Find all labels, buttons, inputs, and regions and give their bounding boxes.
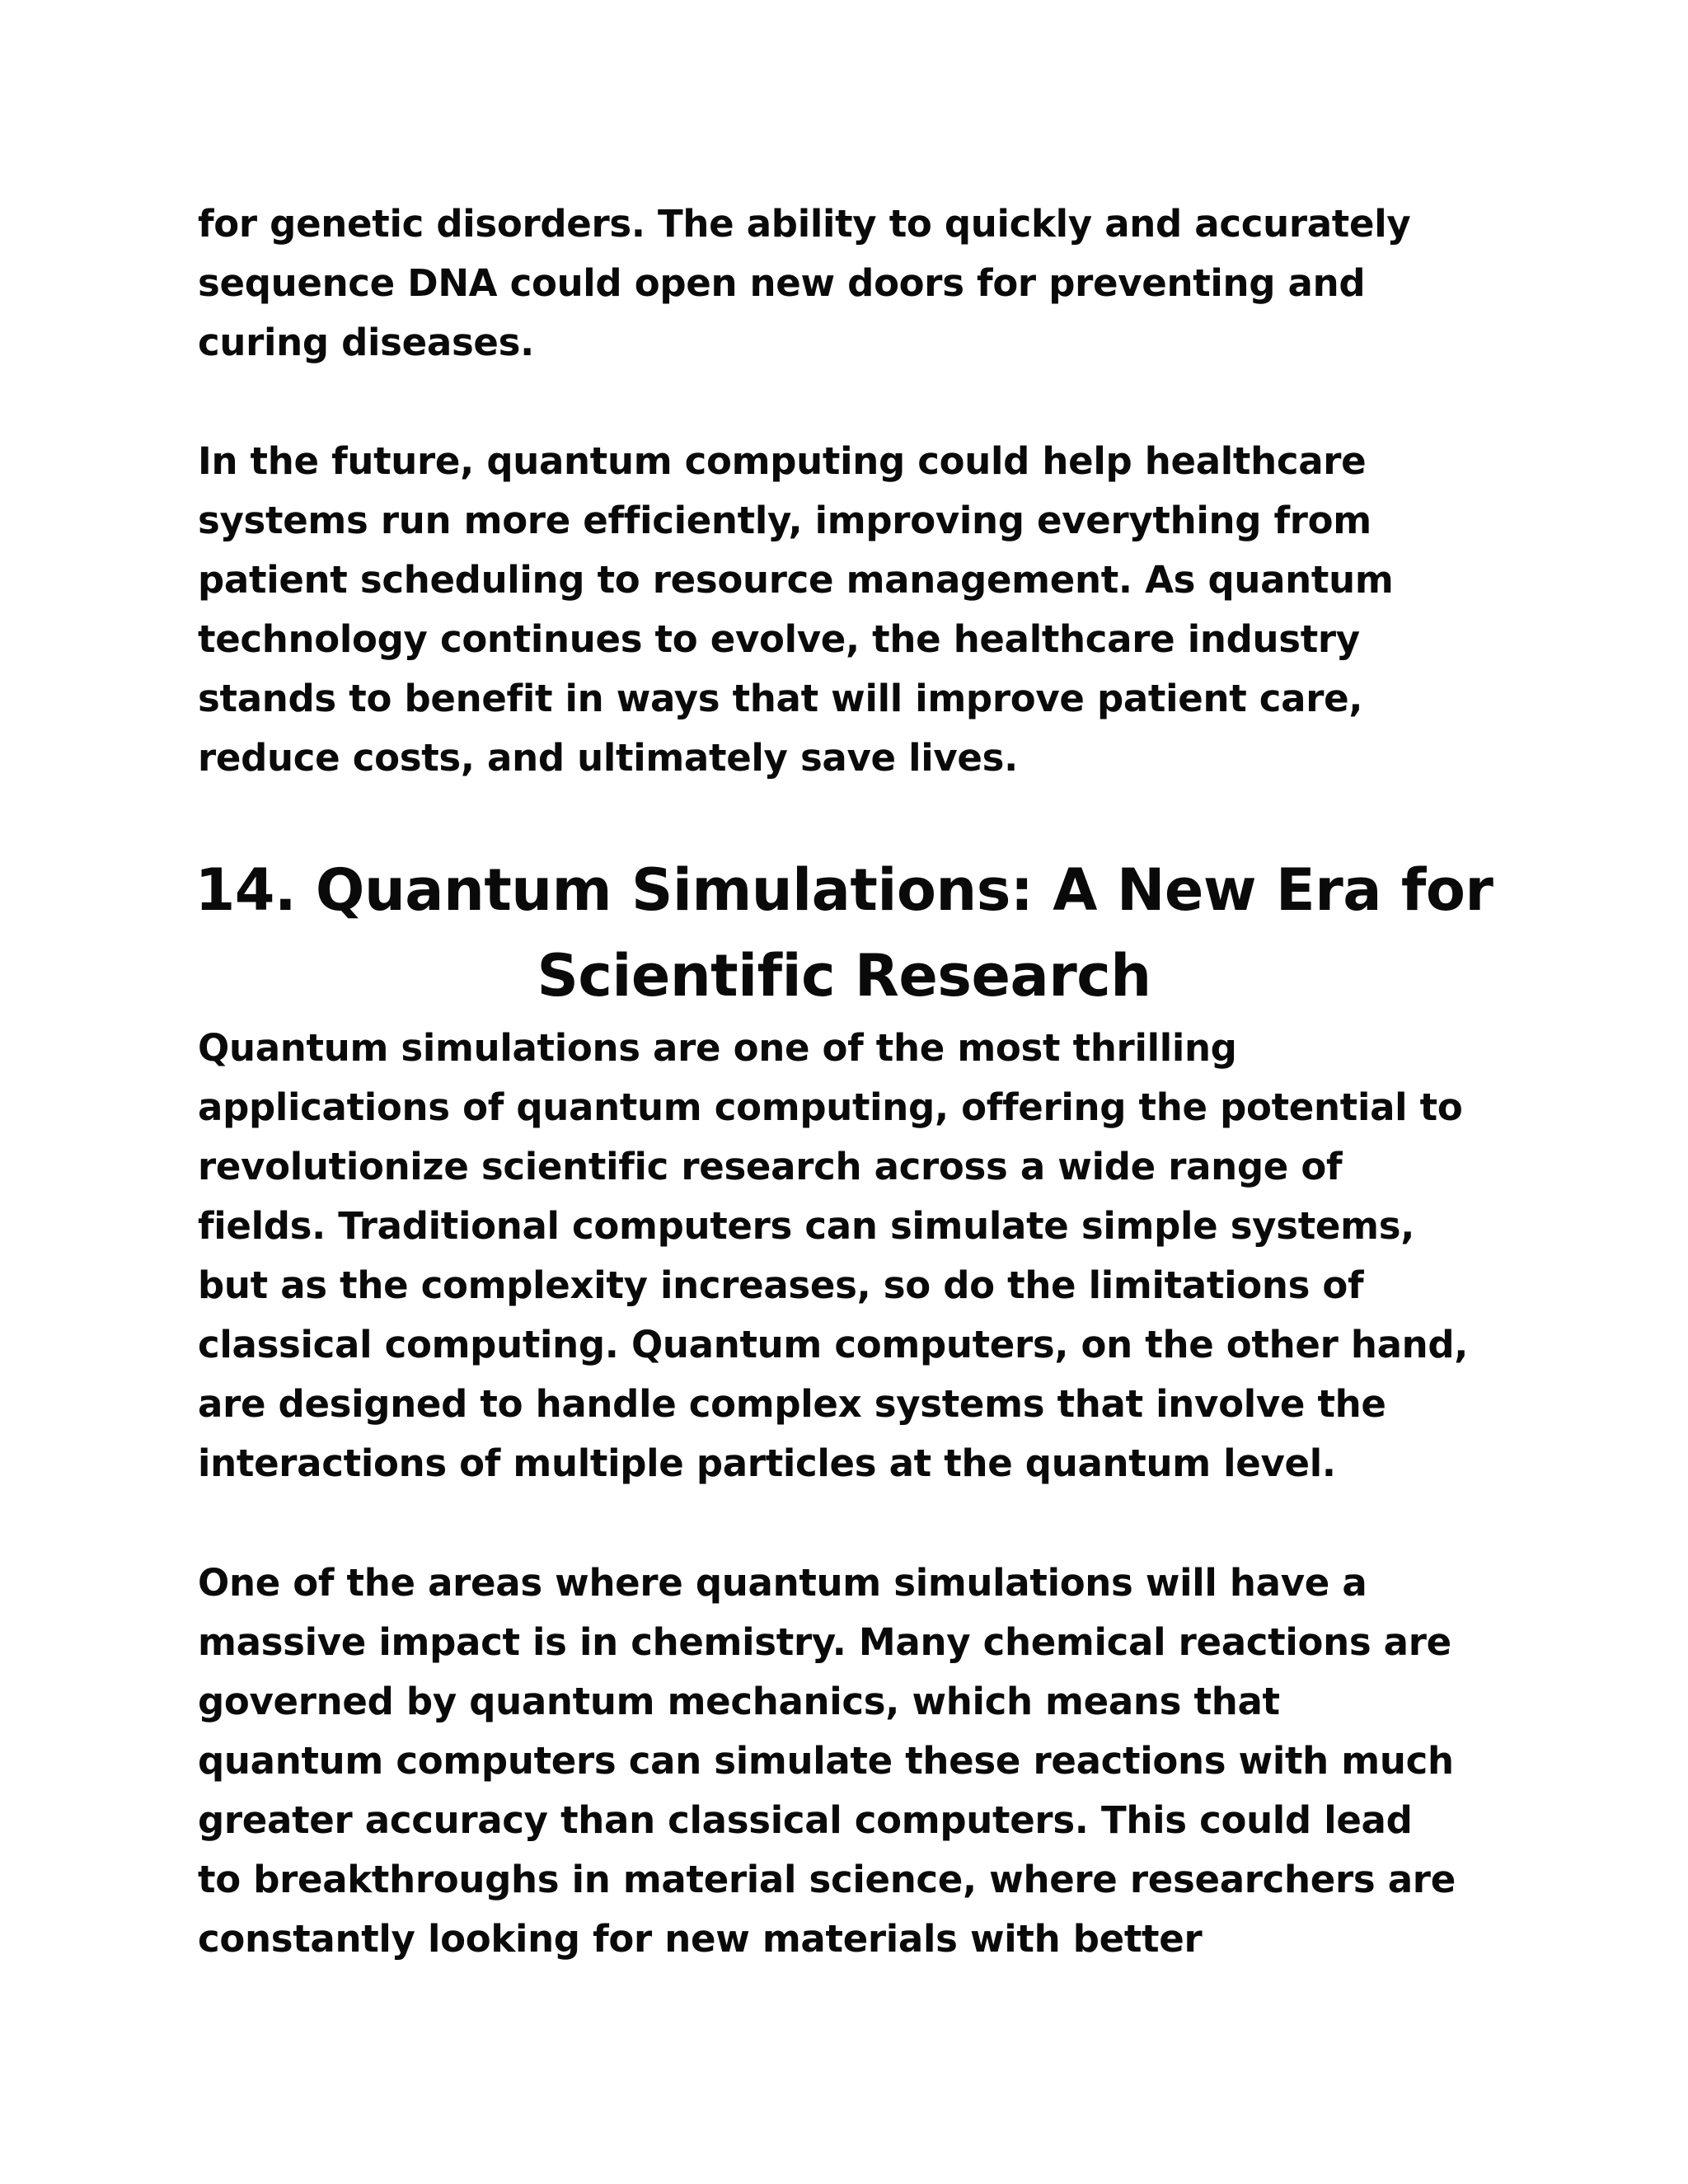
text-line: systems run more efficiently, improving everything from <box>198 499 1372 542</box>
text-line: Quantum simulations are one of the most thrilling <box>198 1026 1237 1070</box>
text-line: governed by quantum mechanics, which means that <box>198 1680 1280 1723</box>
heading-line: Scientific Research <box>537 942 1151 1010</box>
text-line: reduce costs, and ultimately save lives. <box>198 736 1018 780</box>
text-line: revolutionize scientific research across a wide range of <box>198 1145 1343 1188</box>
section-heading <box>165 847 1523 1019</box>
text-line: but as the complexity increases, so do the limitations of <box>198 1263 1364 1307</box>
text-line: One of the areas where quantum simulations will have a <box>198 1561 1367 1605</box>
text-line: for genetic disorders. The ability to quickly and accurately <box>198 202 1411 246</box>
text-line: massive impact is in chemistry. Many chemical reactions are <box>198 1620 1451 1664</box>
text-line: constantly looking for new materials with better <box>198 1917 1203 1961</box>
text-line: fields. Traditional computers can simulate simple systems, <box>198 1204 1414 1248</box>
text-line: quantum computers can simulate these reactions with much <box>198 1739 1454 1783</box>
paragraph-healthcare-future <box>198 432 1550 788</box>
text-line: sequence DNA could open new doors for preventing and <box>198 261 1366 305</box>
text-line: technology continues to evolve, the healthcare industry <box>198 617 1360 661</box>
text-line: classical computing. Quantum computers, on the other hand, <box>198 1323 1469 1366</box>
text-line: In the future, quantum computing could help healthcare <box>198 439 1367 483</box>
paragraph-genetic-disorders <box>198 194 1550 373</box>
text-line: greater accuracy than classical computers. This could lead <box>198 1798 1413 1842</box>
text-line: stands to benefit in ways that will improve patient care, <box>198 677 1363 720</box>
heading-line: 14. Quantum Simulations: A New Era for <box>195 856 1493 924</box>
text-line: are designed to handle complex systems that involve the <box>198 1382 1386 1426</box>
paragraph-chemistry-impact <box>198 1554 1550 1969</box>
text-line: applications of quantum computing, offering the potential to <box>198 1085 1463 1129</box>
text-line: to breakthroughs in material science, where researchers are <box>198 1858 1456 1901</box>
text-line: interactions of multiple particles at the quantum level. <box>198 1441 1336 1485</box>
text-line: curing diseases. <box>198 321 534 364</box>
paragraph-quantum-simulations <box>198 1019 1550 1493</box>
text-line: patient scheduling to resource management. As quantum <box>198 558 1394 602</box>
